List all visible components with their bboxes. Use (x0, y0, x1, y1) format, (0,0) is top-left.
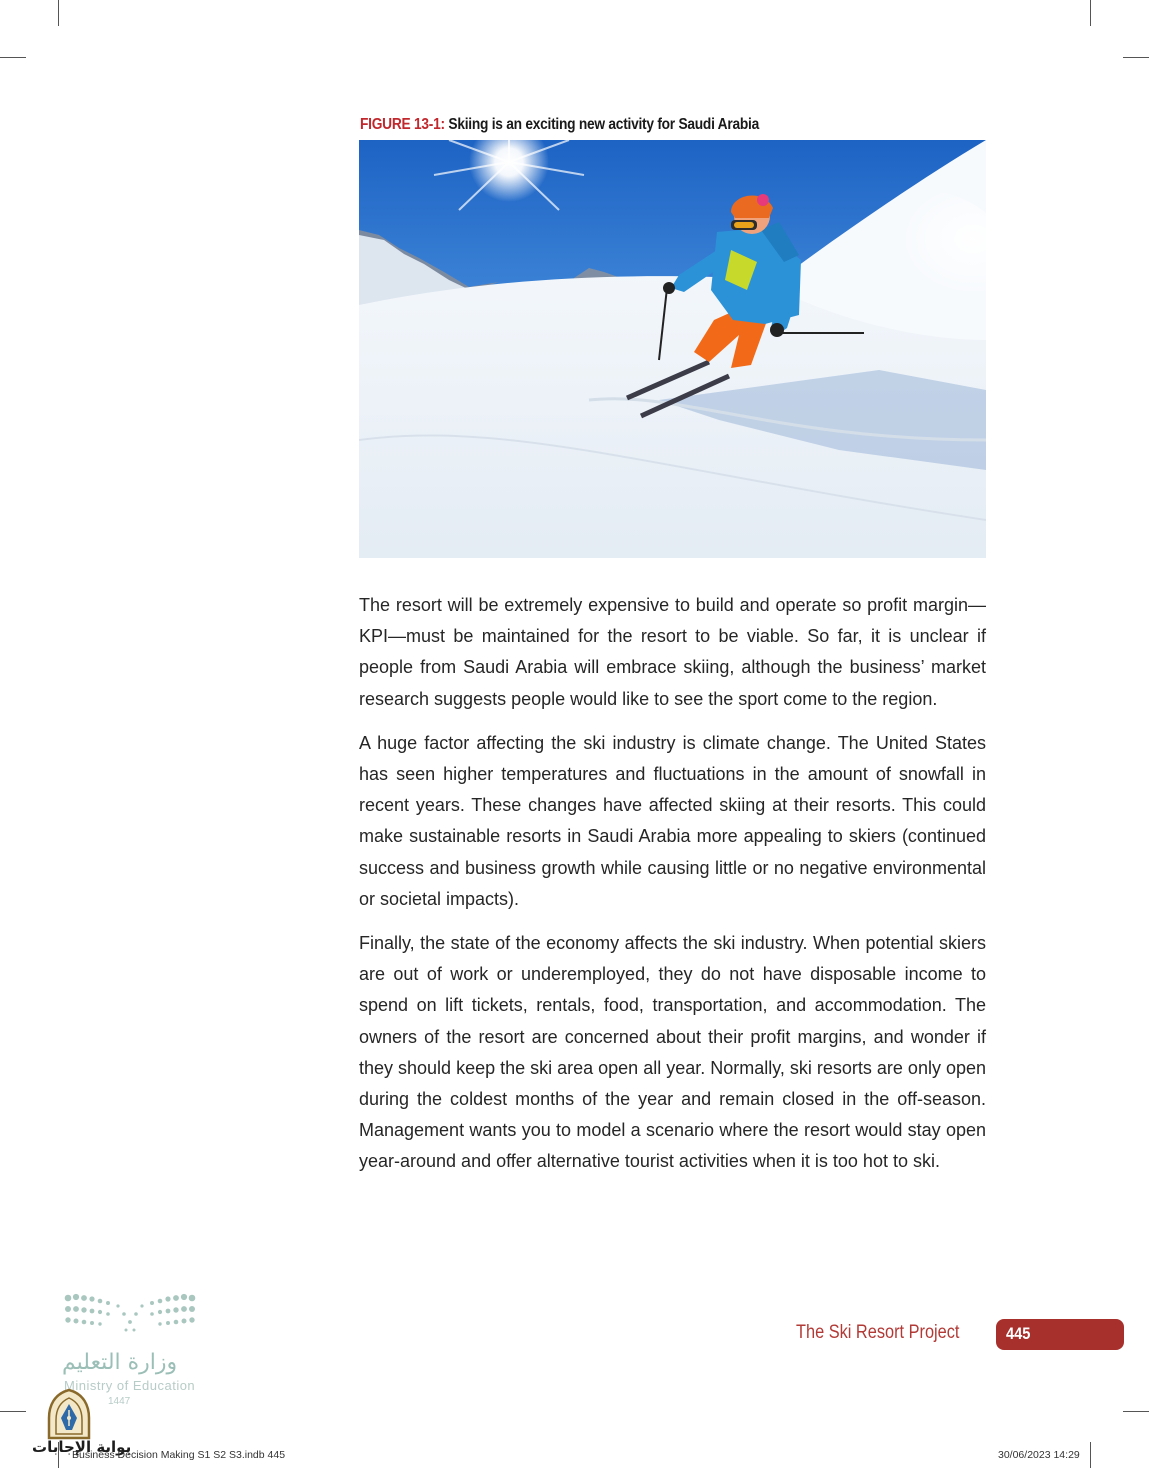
pen-nib-emblem-icon (46, 1388, 92, 1440)
ministry-name-english: Ministry of Education (64, 1378, 196, 1393)
ministry-name-arabic: وزارة التعليم (62, 1350, 178, 1375)
crop-mark (58, 0, 59, 26)
page-number: 445 (1006, 1324, 1031, 1343)
crop-mark (0, 57, 26, 58)
crop-mark (1090, 1442, 1091, 1468)
paragraph: The resort will be extremely expensive to build and operate so profit margin—KPI—must be maintained for the resort to be viable. So far, it is unclear if people from Saudi Arabia will embrace skiing, although the business’ market research suggests people would like to see the sport come to the region. (359, 595, 986, 709)
page-number-tab (996, 1319, 1124, 1350)
skier-photo (359, 140, 986, 558)
watermark-text: بوابة الإجابات (32, 1438, 132, 1456)
print-slug-file: Business Decision Making S1 S2 S3.indb 445 (72, 1449, 286, 1461)
crop-mark (1123, 1411, 1149, 1412)
crop-mark (1090, 0, 1091, 26)
ministry-year: 1447 (108, 1396, 131, 1407)
print-slug-date: 30/06/2023 14:29 (998, 1449, 1080, 1461)
running-title: The Ski Resort Project (796, 1322, 960, 1343)
figure-label: FIGURE 13-1: (360, 116, 445, 133)
crop-mark (1123, 57, 1149, 58)
body-text (359, 590, 986, 1191)
figure-caption-text: Skiing is an exciting new activity for Saudi Arabia (448, 116, 759, 133)
ministry-logo-dots (62, 1290, 202, 1338)
figure-caption (360, 116, 759, 134)
paragraph: A huge factor affecting the ski industry is climate change. The United States has seen higher temperatures and fluctuations in the amount of snowfall in recent years. These changes have affected skiing at their resorts. This could make sustainable resorts in Saudi Arabia more appealing to skiers (continued success and business growth while causing little or no negative environmental or societal impacts). (359, 732, 986, 909)
paragraph: Finally, the state of the economy affects the ski industry. When potential skiers are out of work or underemployed, they do not have disposable income to spend on lift tickets, rentals, food, transportation, and accommodation. The owners of the resort are concerned about their profit margins, and wonder if they should keep the ski area open all year. Normally, ski resorts are only open during the coldest months of the year and remain closed in the off-season. Management wants you to model a scenario where the resort would stay open year-around and offer alternative tourist activities when it is too hot to ski. (359, 933, 986, 1172)
crop-mark (0, 1411, 26, 1412)
